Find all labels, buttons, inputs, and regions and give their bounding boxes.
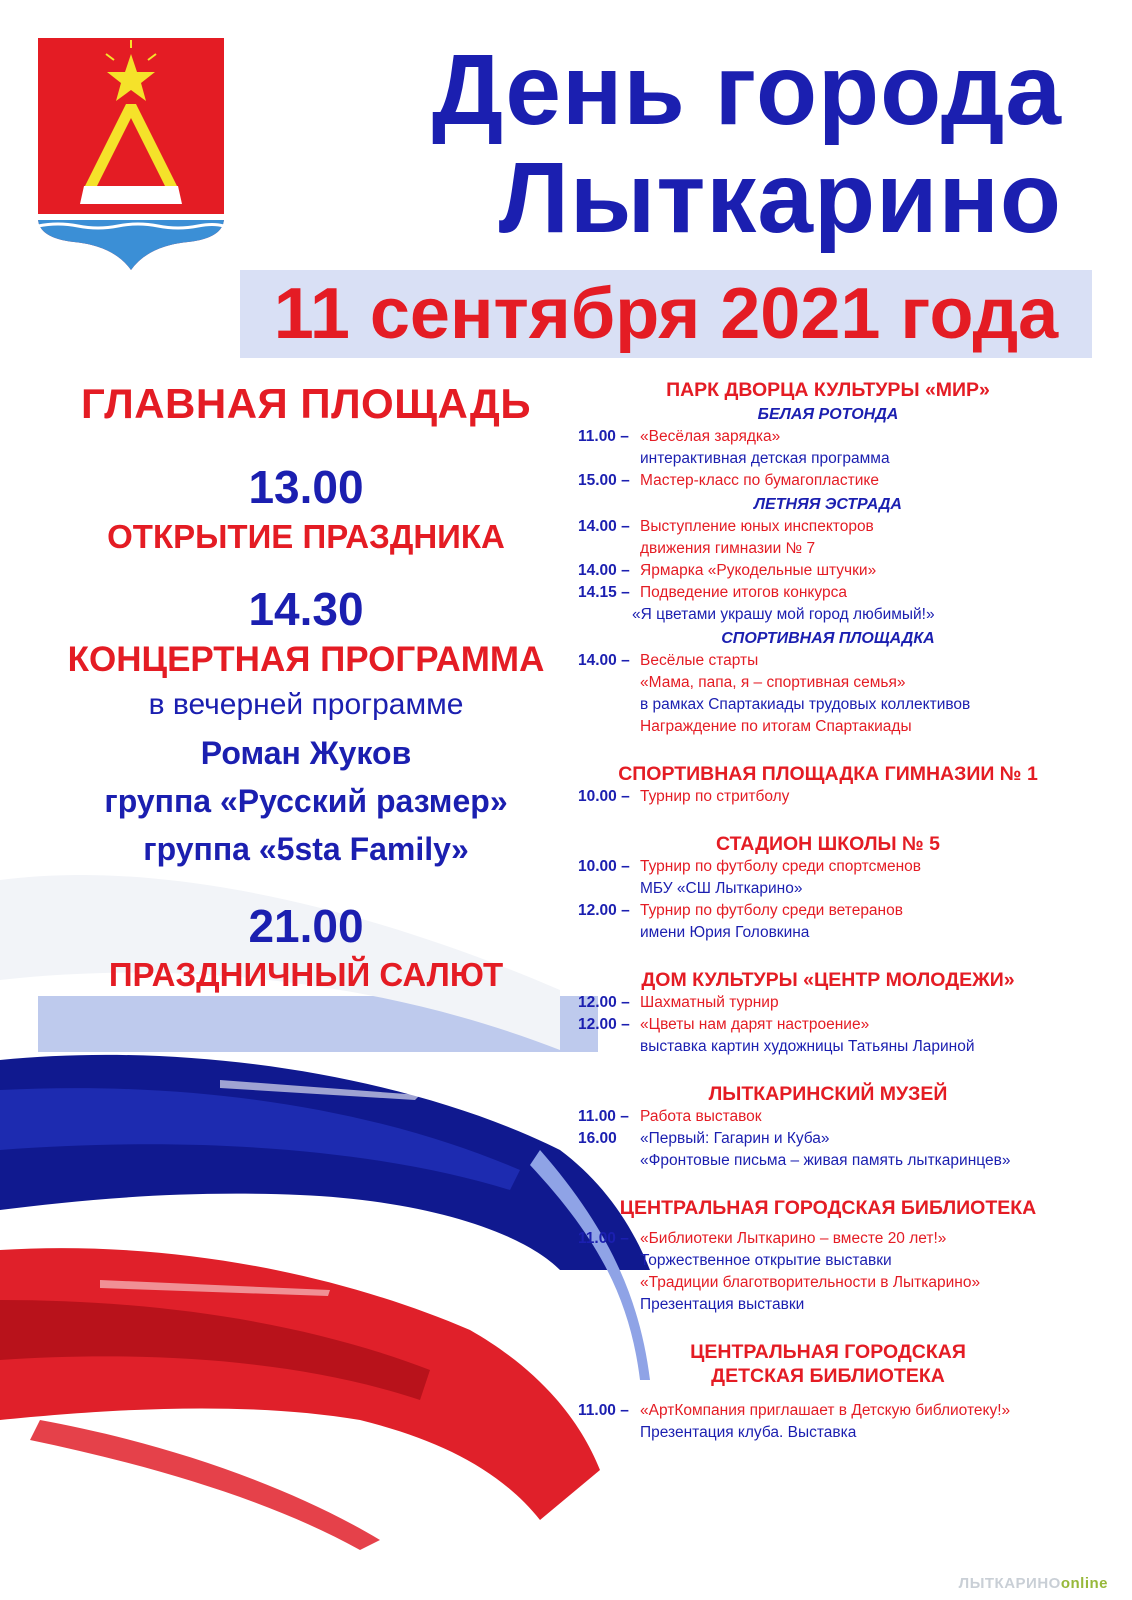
row-time: 11.00 – (578, 1402, 629, 1419)
row-desc: Подведение итогов конкурса (640, 584, 847, 601)
performer-1: Роман Жуков (200, 734, 412, 771)
stadium-title: СТАДИОН ШКОЛЫ № 5 (715, 833, 941, 855)
row-desc: «АртКомпания приглашает в Детскую библиотеку!» (640, 1402, 1011, 1419)
row-cont: «Мама, папа, я – спортивная семья» (640, 674, 906, 691)
schedule-row (578, 1106, 1078, 1128)
schedule-row (578, 1228, 1078, 1250)
row-desc: «Библиотеки Лыткарино – вместе 20 лет!» (640, 1230, 947, 1247)
performer-3: группа «5sta Family» (143, 830, 469, 867)
event-concert: КОНЦЕРТНАЯ ПРОГРАММА (67, 639, 545, 679)
row-cont: МБУ «СШ Лыткарино» (640, 880, 803, 897)
performer-2: группа «Русский размер» (104, 782, 508, 819)
row-desc: Шахматный турнир (640, 994, 779, 1011)
row-desc: Мастер-класс по бумагопластике (640, 472, 879, 489)
library-title: ЦЕНТРАЛЬНАЯ ГОРОДСКАЯ БИБЛИОТЕКА (619, 1197, 1037, 1219)
time-opening: 13.00 (248, 461, 364, 513)
watermark-part-2: online (1060, 1575, 1108, 1592)
venues-schedule (578, 378, 1078, 1444)
row-cont: интерактивная детская программа (640, 450, 890, 467)
row-time: 10.00 – (578, 858, 630, 875)
row-time: 12.00 – (578, 902, 630, 919)
event-date: 11 сентября 2021 года (273, 274, 1059, 354)
row-desc: «Первый: Гагарин и Куба» (640, 1130, 830, 1147)
row-cont: «Традиции благотворительности в Лыткарино» (640, 1274, 981, 1291)
row-cont: Награждение по итогам Спартакиады (640, 718, 912, 735)
schedule-row (578, 1014, 1078, 1036)
row-cont: имени Юрия Головкина (640, 924, 810, 941)
schedule-row (578, 516, 1078, 538)
event-opening: ОТКРЫТИЕ ПРАЗДНИКА (107, 517, 505, 555)
schedule-row (578, 786, 1078, 808)
row-time: 10.00 – (578, 788, 630, 805)
row-cont: выставка картин художницы Татьяны Лариной (640, 1038, 975, 1055)
schedule-row (578, 470, 1078, 492)
stage-subtitle: ЛЕТНЯЯ ЭСТРАДА (754, 496, 902, 513)
row-desc: Весёлые старты (640, 652, 759, 669)
time-concert: 14.30 (248, 583, 364, 636)
row-cont: Торжественное открытие выставки (640, 1252, 892, 1269)
row-time: 14.00 – (578, 518, 630, 535)
row-desc: Турнир по футболу среди спортсменов (640, 858, 922, 875)
site-watermark (959, 1575, 1108, 1592)
row-cont: «Фронтовые письма – живая память лыткаринцев» (640, 1152, 1011, 1169)
time-fireworks: 21.00 (248, 899, 364, 952)
row-desc: «Цветы нам дарят настроение» (640, 1016, 870, 1033)
sport-subtitle: СПОРТИВНАЯ ПЛОЩАДКА (721, 630, 935, 647)
row-time: 12.00 – (578, 994, 630, 1011)
row-desc: «Весёлая зарядка» (640, 428, 781, 445)
row-desc: Ярмарка «Рукодельные штучки» (640, 562, 877, 579)
event-fireworks: ПРАЗДНИЧНЫЙ САЛЮТ (108, 956, 504, 994)
rotunda-subtitle: БЕЛАЯ РОТОНДА (757, 406, 899, 423)
row-desc: Турнир по футболу среди ветеранов (640, 902, 903, 919)
main-square-schedule (38, 370, 574, 995)
schedule-row (578, 856, 1078, 878)
schedule-row (578, 992, 1078, 1014)
row-time: 12.00 – (578, 1016, 630, 1033)
row-time: 15.00 – (578, 472, 630, 489)
row-cont: движения гимназии № 7 (640, 540, 816, 557)
park-title: ПАРК ДВОРЦА КУЛЬТУРЫ «МИР» (666, 379, 990, 401)
gym-title: СПОРТИВНАЯ ПЛОЩАДКА ГИМНАЗИИ № 1 (618, 763, 1038, 785)
schedule-row (578, 560, 1078, 582)
title-line-1: День города (431, 34, 1062, 146)
row-cont: Презентация клуба. Выставка (640, 1424, 857, 1441)
evening-program-note: в вечерней программе (148, 687, 464, 721)
museum-title: ЛЫТКАРИНСКИЙ МУЗЕЙ (708, 1083, 948, 1105)
kids-library-title-2: ДЕТСКАЯ БИБЛИОТЕКА (711, 1365, 945, 1387)
row-time: 14.15 – (578, 584, 630, 601)
kids-library-title-1: ЦЕНТРАЛЬНАЯ ГОРОДСКАЯ (690, 1341, 966, 1363)
schedule-row (578, 1400, 1078, 1422)
row-cont: «Я цветами украшу мой город любимый!» (632, 606, 935, 623)
schedule-row (578, 650, 1078, 672)
title-line-2: Лыткарино (498, 142, 1062, 254)
row-time: 14.00 – (578, 562, 630, 579)
row-cont: в рамках Спартакиады трудовых коллективов (640, 696, 971, 713)
row-time: 11.00 – (578, 1108, 629, 1125)
schedule-row (578, 426, 1078, 448)
schedule-row (578, 582, 1078, 604)
row-desc: Турнир по стритболу (640, 788, 790, 805)
row-time: 11.00 – (578, 1230, 629, 1247)
row-cont: Презентация выставки (640, 1296, 805, 1313)
row-desc: Работа выставок (640, 1108, 762, 1125)
city-coat-of-arms-icon (38, 38, 224, 272)
row-time: 11.00 – (578, 428, 629, 445)
row-desc: Выступление юных инспекторов (640, 518, 874, 535)
row-time: 16.00 (578, 1130, 617, 1147)
youth-center-title: ДОМ КУЛЬТУРЫ «ЦЕНТР МОЛОДЕЖИ» (641, 969, 1015, 991)
schedule-row (578, 1128, 1078, 1150)
row-time: 14.00 – (578, 652, 630, 669)
watermark-part-1: ЛЫТКАРИНО (958, 1575, 1061, 1592)
schedule-row (578, 900, 1078, 922)
main-square-title: ГЛАВНАЯ ПЛОЩАДЬ (80, 380, 532, 427)
